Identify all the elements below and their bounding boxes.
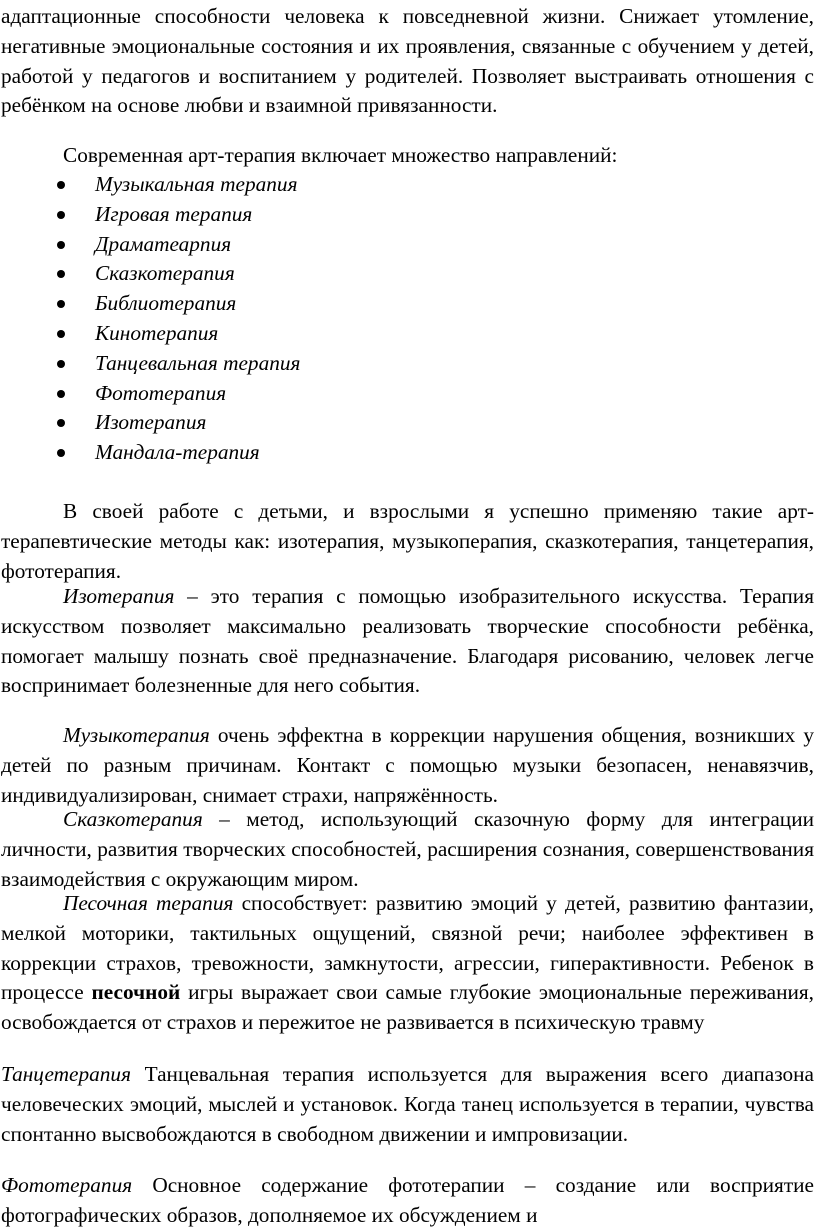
paragraph-isotherapy: Изотерапия – это терапия с помощью изобразительного искусства. Терапия искусством позволяет максимально реализовать творческие способности ребёнка, помогает малышу познать своё предназначение. Благодаря рисованию, человек легче воспринимает болезненные для него события. — [1, 584, 814, 698]
bullet-icon — [57, 419, 65, 427]
bold-word: песочной — [91, 980, 181, 1005]
list-item: Сказкотерапия — [0, 259, 816, 289]
list-item: Танцевальная терапия — [0, 349, 816, 379]
list-item: Музыкальная терапия — [0, 170, 816, 200]
bullet-icon — [57, 241, 65, 249]
paragraph-dance-therapy: Танцетерапия Танцевальная терапия используется для выражения всего диапазона человеческих эмоций, мыслей и установок. Когда танец используется в терапии, чувства спонтанно высвобождаются в свободном движении и импровизации. — [1, 1062, 814, 1146]
bullet-icon — [57, 390, 65, 398]
paragraph-photo-therapy: Фототерапия Основное содержание фототерапии – создание или восприятие фотографических образов, дополняемое их обсуждением и — [1, 1173, 814, 1227]
paragraph-methods: В своей работе с детьми, и взрослыми я успешно применяю такие арт-терапевтические методы как: изотерапия, музыкоперапия, сказкотерапия, танцетерапия, фототерапия. — [1, 499, 814, 583]
paragraph-music-therapy: Музыкотерапия очень эффектна в коррекции нарушения общения, возникших у детей по разным причинам. Контакт с помощью музыки безопасен, ненавязчив, индивидуализирован, снимает страхи, напряжённость. — [1, 723, 814, 807]
bullet-icon — [57, 360, 65, 368]
list-item: Изотерапия — [0, 408, 816, 438]
paragraph-intro: адаптационные способности человека к повседневной жизни. Снижает утомление, негативные эмоциональные состояния и их проявления, связанные с обучением у детей, работой у педагогов и воспитанием у родителей. Позволяет выстраивать отношения с ребёнком на основе любви и взаимной привязанности. — [1, 4, 814, 118]
list-item: Фототерапия — [0, 379, 816, 409]
bullet-icon — [57, 330, 65, 338]
paragraph-fairytale-therapy: Сказкотерапия – метод, использующий сказочную форму для интеграции личности, развития творческих способностей, расширения сознания, совершенствования взаимодействия с окружающим миром. — [1, 807, 814, 891]
directions-list — [0, 170, 816, 468]
list-item: Библиотерапия — [0, 289, 816, 319]
list-item: Кинотерапия — [0, 319, 816, 349]
bullet-icon — [57, 449, 65, 457]
term-dance-therapy: Танцетерапия — [1, 1062, 131, 1086]
list-item: Драматеарпия — [0, 230, 816, 260]
bullet-icon — [57, 270, 65, 278]
bullet-icon — [57, 300, 65, 308]
paragraph-directions-intro: Современная арт-терапия включает множество направлений: — [63, 143, 618, 167]
term-isotherapy: Изотерапия — [63, 584, 175, 608]
list-item: Игровая терапия — [0, 200, 816, 230]
term-fairytale-therapy: Сказкотерапия — [63, 807, 203, 831]
list-item: Мандала-терапия — [0, 438, 816, 468]
term-music-therapy: Музыкотерапия — [63, 723, 210, 747]
term-photo-therapy: Фототерапия — [1, 1173, 133, 1197]
bullet-icon — [57, 181, 65, 189]
term-sand-therapy: Песочная терапия — [63, 891, 234, 915]
paragraph-sand-therapy: Песочная терапия способствует: развитию эмоций у детей, развитию фантазии, мелкой моторики, тактильных ощущений, связной речи; наиболее эффективен в коррекции страхов, тревожности, замкнутости, агрессии, гиперактивности. Ребенок в процессе песочной игры выражает свои самые глубокие эмоциональные переживания, освобождается от страхов и пережитое не развивается в психическую травму — [1, 891, 814, 1035]
bullet-icon — [57, 211, 65, 219]
